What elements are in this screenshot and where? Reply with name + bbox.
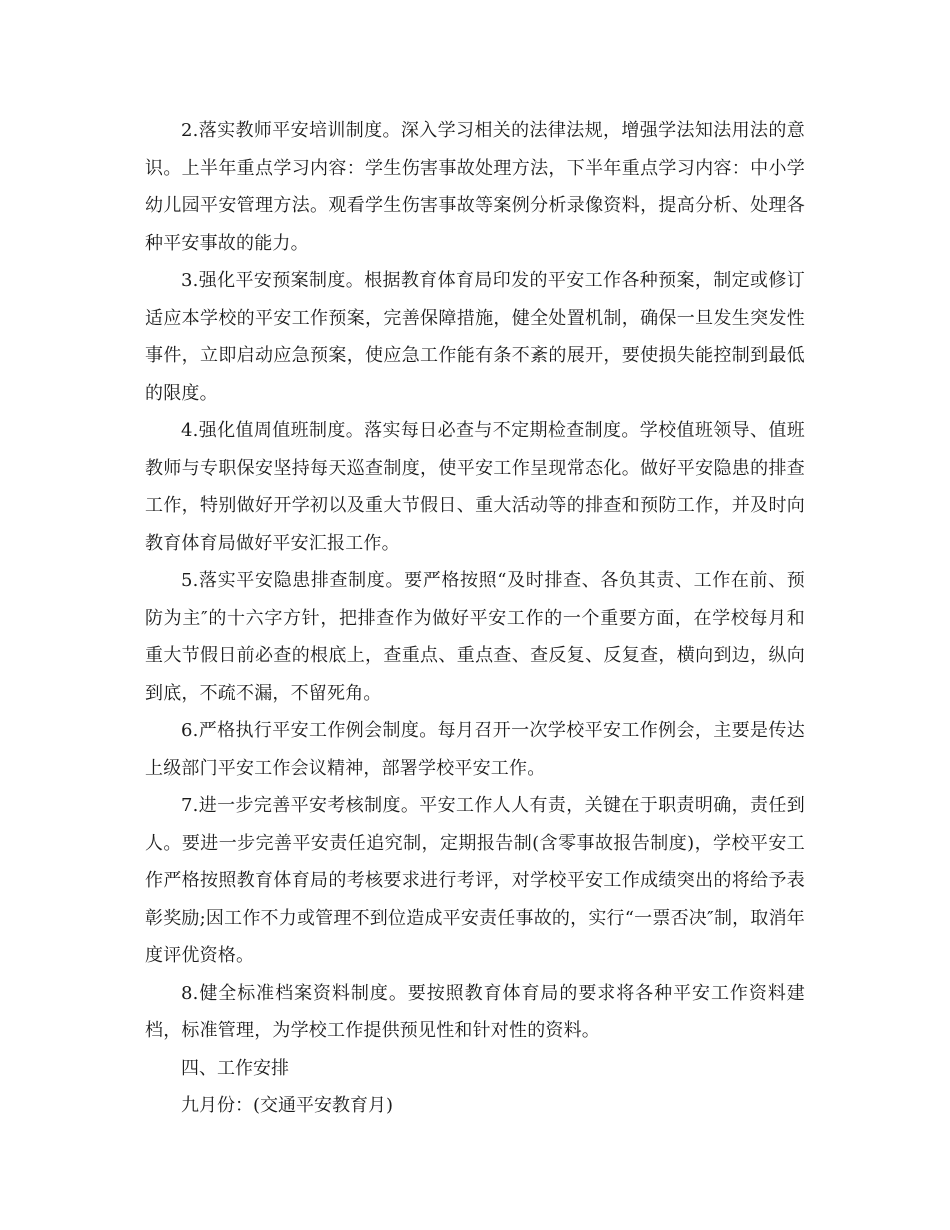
paragraph-archive-system: 8.健全标准档案资料制度。要按照教育体育局的要求将各种平安工作资料建档，标准管理，为学校工作提供预见性和针对性的资料。 xyxy=(145,982,805,1041)
document-body xyxy=(145,112,805,1125)
paragraph-contingency-plan: 3.强化平安预案制度。根据教育体育局印发的平安工作各种预案，制定或修订适应本学校的平安工作预案，完善保障措施，健全处置机制，确保一旦发生突发性事件，立即启动应急预案，使应急工作能有条不紊的展开，要使损失能控制到最低的限度。 xyxy=(145,270,805,404)
paragraph-duty-system: 4.强化值周值班制度。落实每日必查与不定期检查制度。学校值班领导、值班教师与专职保安坚持每天巡查制度，使平安工作呈现常态化。做好平安隐患的排查工作，特别做好开学初以及重大节假日、重大活动等的排查和预防工作，并及时向教育体育局做好平安汇报工作。 xyxy=(145,420,805,554)
sub-heading: 九月份：(交通平安教育月) xyxy=(181,1095,394,1116)
section-heading: 四、工作安排 xyxy=(181,1057,289,1079)
paragraph-teacher-training: 2.落实教师平安培训制度。深入学习相关的法律法规，增强学法知法用法的意识。上半年重点学习内容：学生伤害事故处理方法，下半年重点学习内容：中小学幼儿园平安管理方法。观看学生伤害事故等案例分析录像资料，提高分析、处理各种平安事故的能力。 xyxy=(145,120,805,254)
paragraph-assessment-system: 7.进一步完善平安考核制度。平安工作人人有责，关键在于职责明确，责任到人。要进一步完善平安责任追究制，定期报告制(含零事故报告制度)，学校平安工作严格按照教育体育局的考核要求进行考评，对学校平安工作成绩突出的将给予表彰奖励;因工作不力或管理不到位造成平安责任事故的，实行“一票否决″制，取消年度评优资格。 xyxy=(145,795,805,966)
paragraph-regular-meeting: 6.严格执行平安工作例会制度。每月召开一次学校平安工作例会，主要是传达上级部门平安工作会议精神，部署学校平安工作。 xyxy=(145,720,805,779)
paragraph-hazard-inspection: 5.落实平安隐患排查制度。要严格按照“及时排查、各负其责、工作在前、预防为主″的十六字方针，把排查作为做好平安工作的一个重要方面，在学校每月和重大节假日前必查的根底上，查重点、重点查、查反复、反复查，横向到边，纵向到底，不疏不漏，不留死角。 xyxy=(145,570,805,704)
